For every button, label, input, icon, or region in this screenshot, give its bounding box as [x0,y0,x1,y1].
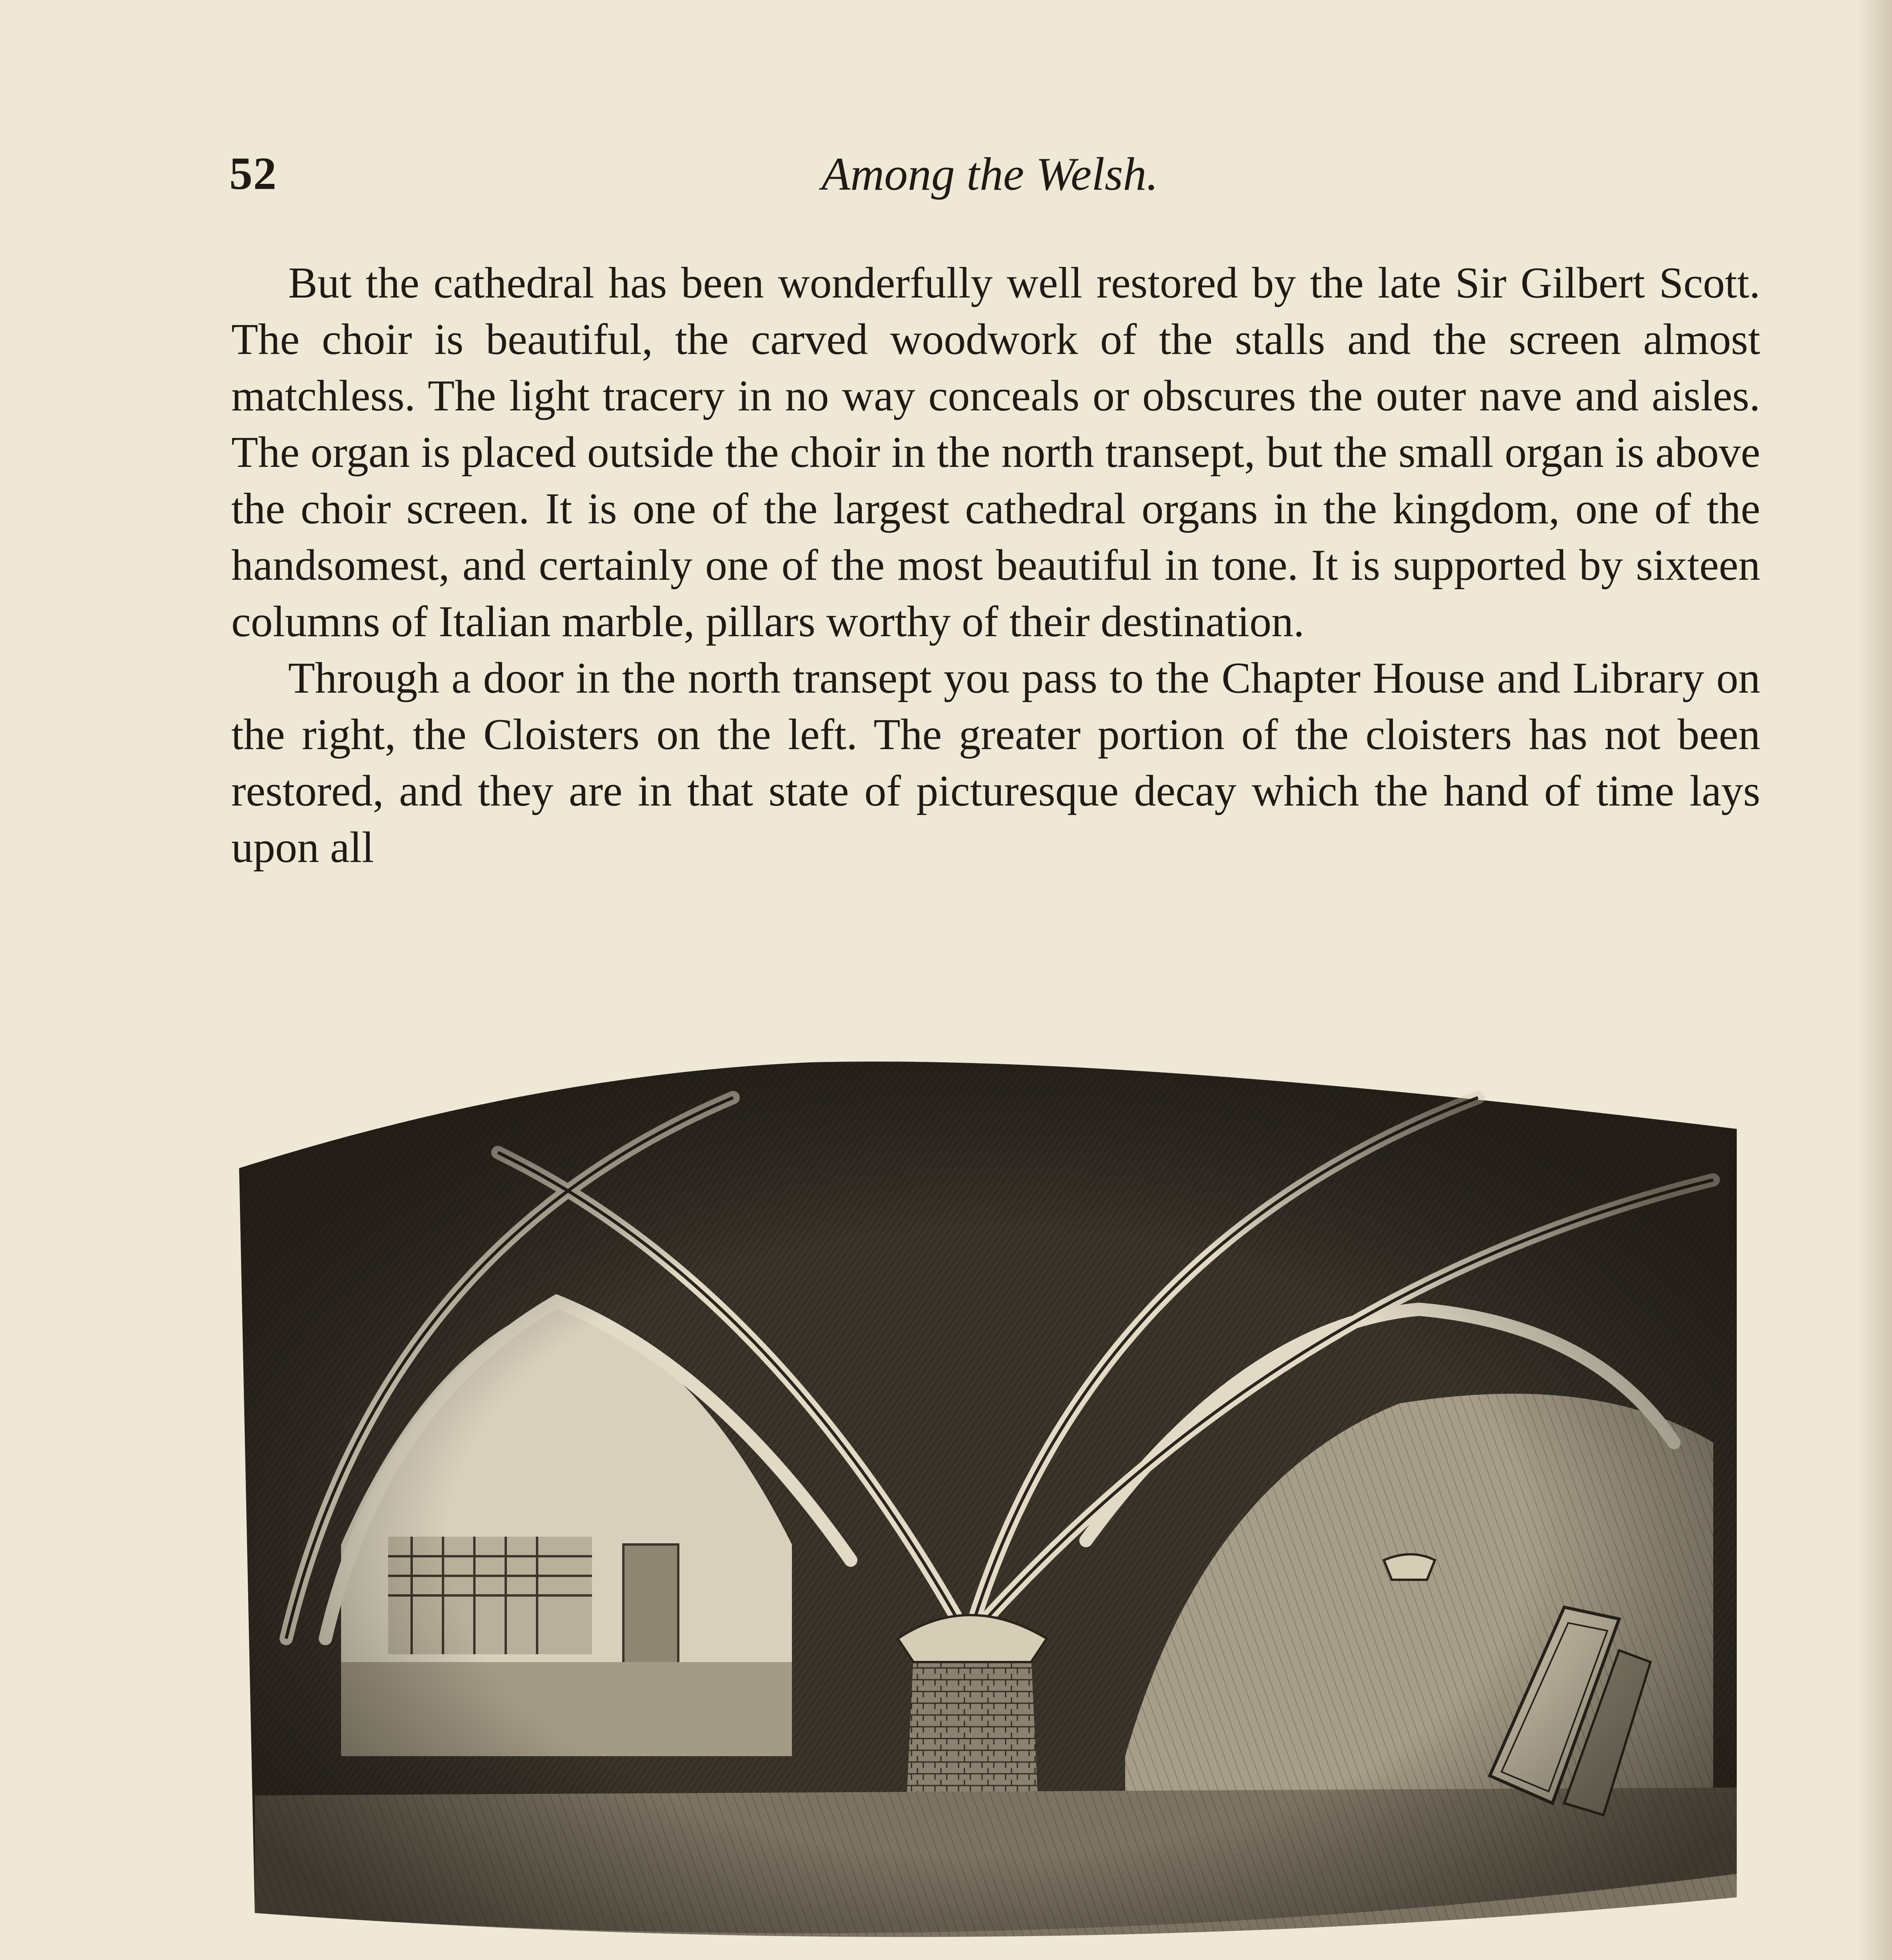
paragraph: But the cathedral has been wonderfully well restored by the late Sir Gilbert Scott. The choir is beautiful, the carved woodwork of the stalls and the screen almost matchless. The light tracery in no way conceals or obscures the outer nave and aisles. The organ is placed outside the choir in the north transept, but the small organ is above the choir screen. It is one of the largest cathedral organs in the kingdom, one of the handsomest, and certainly one of the most beautiful in tone. It is supported by sixteen columns of Italian marble, pillars worthy of their destination. [231,259,1760,646]
crypt-engraving [223,1051,1752,1960]
text-block-top [231,255,1760,876]
paragraph: Through a door in the north transept you pass to the Chapter House and Library on the right, the Cloisters on the left. The greater portion of the cloisters has not been restored, and they are in that state of picturesque decay which the hand of time lays upon all [231,654,1760,872]
page-edge-shadow [1857,0,1892,1960]
running-title: Among the Welsh. [821,148,1158,200]
page-number: 52 [229,148,277,199]
